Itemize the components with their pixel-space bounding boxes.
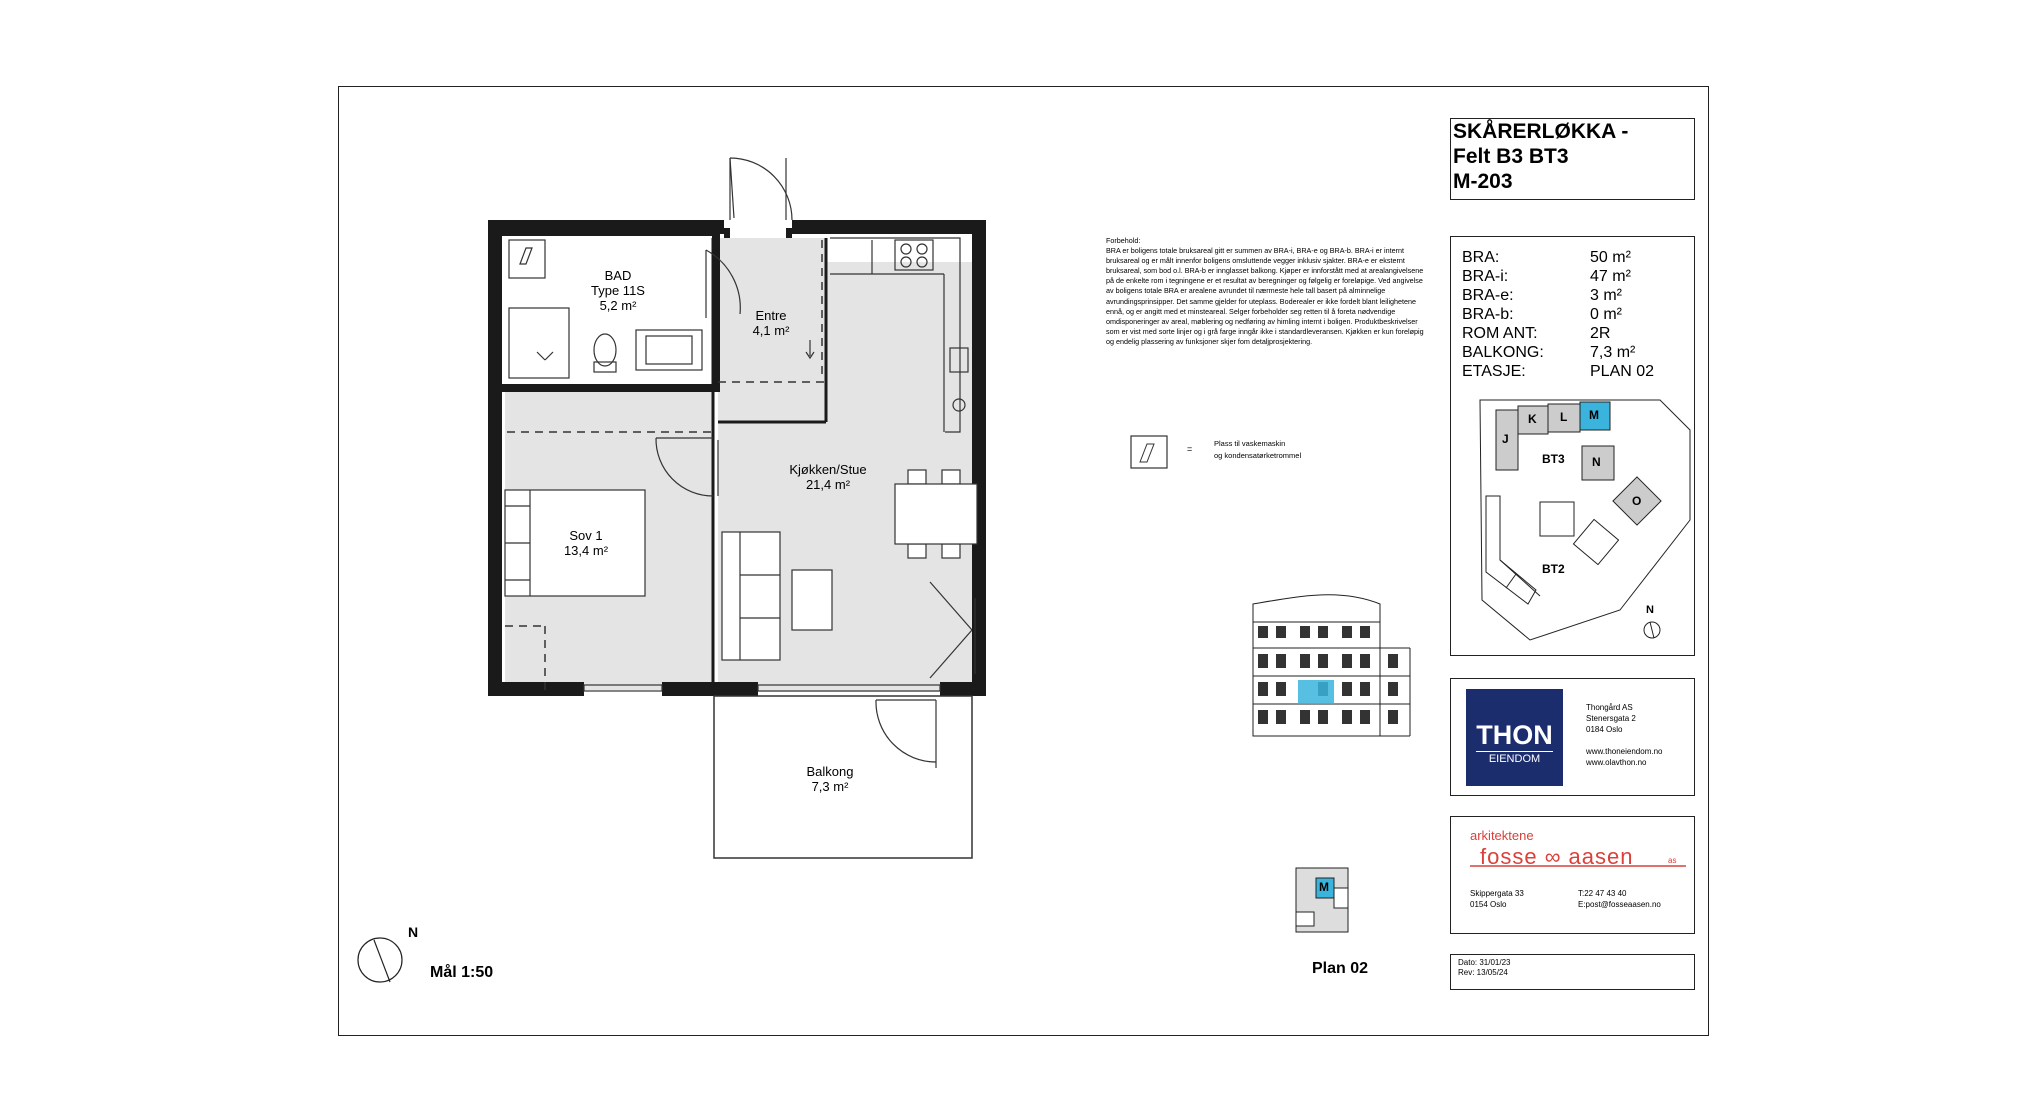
site-label-j: J bbox=[1502, 432, 1509, 446]
spec-value-etasje: PLAN 02 bbox=[1590, 363, 1655, 380]
spec-value-bra-i: 47 m² bbox=[1590, 268, 1631, 285]
site-label-l: L bbox=[1560, 410, 1568, 424]
spec-label-etasje: ETASJE: bbox=[1462, 363, 1526, 380]
room-area: 13,4 m² bbox=[563, 543, 609, 558]
note-body: BRA er boligens totale bruksareal gitt er summen av BRA-i, BRA-e og BRA-b. BRA-i er internt bruksareal og er målt innenfor boligens omsluttende vegger inklusiv sjakter. BRA-e er eksternt bruksareal, som bod o.l. BRA-b er innglasset balkong. Kjøper er innforstått med at arealangivelsene på de enkelte rom i tegningene er et resultat av beregninger og følgelig er foreløpige. Ved angivelse av boligens totale BRA er arealene avrundet til nærmeste hele tall basert på alminnelige avrundingsprinsipper. Det samme gjelder for uteplass. Boderealer er ikke fordelt blant leilighetene ennå, og er angitt med et minsteareal. Selger forbeholder seg retten til å foreta nødvendige omdisponeringer av areal, møblering og nedføring av himling internt i boligen. Produktbeskrivelser som er vist med sorte linjer og i grå farge inngår ikke i standardleveransen. Kjøkken er kun foreløpig og endelig plassering av funksjoner skjer fom detaljprosjektering. bbox=[1106, 246, 1424, 346]
site-label-bt2: BT2 bbox=[1542, 562, 1565, 576]
room-label-balkong bbox=[780, 764, 880, 794]
room-name: Balkong bbox=[806, 764, 854, 779]
spec-label-bra-i: BRA-i: bbox=[1462, 268, 1509, 285]
developer-street: Stenersgata 2 bbox=[1586, 714, 1636, 723]
spec-value-bra-b: 0 m² bbox=[1590, 306, 1622, 323]
room-area: 4,1 m² bbox=[752, 323, 790, 338]
room-name: Entre bbox=[755, 308, 787, 323]
spec-label-bra: BRA: bbox=[1462, 249, 1500, 266]
room-label-entre bbox=[726, 308, 816, 338]
architect-city: 0154 Oslo bbox=[1470, 900, 1507, 909]
logo-top-text: THON bbox=[1476, 720, 1553, 750]
date-dato: Dato: 31/01/23 bbox=[1458, 958, 1511, 967]
legend-text-2: og kondensatørketrommel bbox=[1214, 451, 1302, 460]
title-line-1: SKÅRERLØKKA - bbox=[1453, 120, 1629, 143]
date-rev: Rev: 13/05/24 bbox=[1458, 968, 1508, 977]
room-name: BAD bbox=[604, 268, 632, 283]
key-plan-label: M bbox=[1319, 880, 1329, 894]
architect-name: fosse ∞ aasen bbox=[1480, 844, 1634, 869]
spec-label-rom: ROM ANT: bbox=[1462, 325, 1538, 342]
architect-street: Skippergata 33 bbox=[1470, 889, 1524, 898]
architect-contact bbox=[1578, 888, 1661, 910]
spec-label-balkong: BALKONG: bbox=[1462, 344, 1544, 361]
developer-address bbox=[1586, 702, 1663, 768]
spec-labels bbox=[1462, 248, 1544, 381]
developer-city: 0184 Oslo bbox=[1586, 725, 1623, 734]
key-plan-drawing bbox=[1296, 868, 1348, 932]
scale-label: Mål 1:50 bbox=[430, 964, 494, 981]
legend-text-1: Plass til vaskemaskin bbox=[1214, 439, 1286, 448]
room-label-sov bbox=[546, 528, 626, 558]
architect-prefix: arkitektene bbox=[1470, 828, 1534, 843]
architect-email: E:post@fosseaasen.no bbox=[1578, 900, 1661, 909]
spec-label-bra-e: BRA-e: bbox=[1462, 287, 1514, 304]
architect-phone: T:22 47 43 40 bbox=[1578, 889, 1627, 898]
spec-value-balkong: 7,3 m² bbox=[1590, 344, 1636, 361]
elevation-highlight bbox=[1298, 680, 1334, 704]
room-type: Type 11S bbox=[591, 283, 645, 298]
room-label-bad bbox=[568, 268, 668, 313]
note-heading: Forbehold: bbox=[1106, 236, 1141, 245]
room-name: Kjøkken/Stue bbox=[789, 462, 867, 477]
logo-bottom-text: EIENDOM bbox=[1488, 753, 1541, 765]
title-box bbox=[1450, 118, 1695, 200]
disclaimer-note bbox=[1106, 236, 1426, 347]
title-line-3: M-203 bbox=[1453, 170, 1513, 193]
room-area: 7,3 m² bbox=[811, 779, 849, 794]
site-north-label: N bbox=[1646, 604, 1654, 616]
site-label-k: K bbox=[1528, 412, 1537, 426]
room-area: 21,4 m² bbox=[805, 477, 851, 492]
developer-web-2: www.olavthon.no bbox=[1586, 758, 1647, 767]
date-info bbox=[1458, 958, 1510, 978]
spec-value-bra: 50 m² bbox=[1590, 249, 1631, 266]
site-label-m: M bbox=[1589, 408, 1599, 422]
room-label-kjokken bbox=[768, 462, 888, 492]
spec-label-bra-b: BRA-b: bbox=[1462, 306, 1514, 323]
architect-address bbox=[1470, 888, 1524, 910]
developer-company: Thongård AS bbox=[1586, 703, 1633, 712]
developer-web-1: www.thoneiendom.no bbox=[1586, 747, 1663, 756]
architect-suffix: as bbox=[1668, 856, 1677, 865]
spec-values bbox=[1590, 248, 1654, 381]
plan-label: Plan 02 bbox=[1312, 960, 1369, 977]
site-label-o: O bbox=[1632, 494, 1642, 508]
site-label-n: N bbox=[1592, 455, 1601, 469]
spec-value-bra-e: 3 m² bbox=[1590, 287, 1622, 304]
room-area: 5,2 m² bbox=[599, 298, 637, 313]
spec-value-rom: 2R bbox=[1590, 325, 1611, 342]
legend-equals: = bbox=[1187, 444, 1193, 454]
site-label-bt3: BT3 bbox=[1542, 452, 1565, 466]
room-name: Sov 1 bbox=[569, 528, 603, 543]
thon-eiendom-logo bbox=[1466, 689, 1563, 786]
title-line-2: Felt B3 BT3 bbox=[1453, 145, 1569, 168]
north-label: N bbox=[408, 924, 419, 940]
